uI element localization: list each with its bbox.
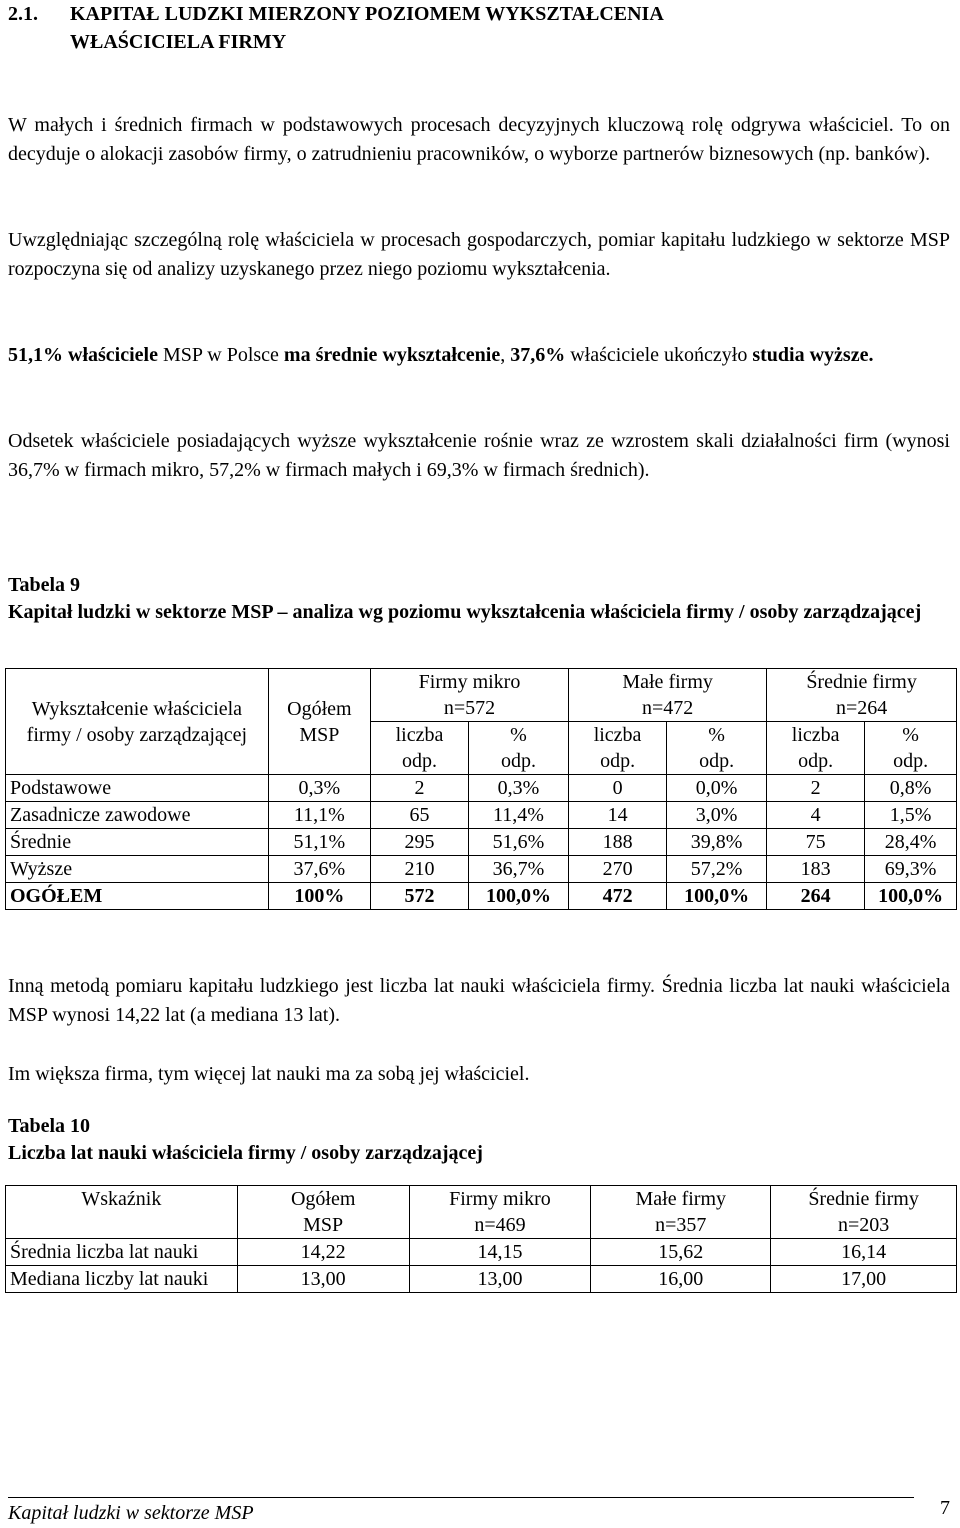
education-table [5, 668, 957, 910]
cell: 2 [370, 775, 468, 802]
table1-caption [8, 572, 950, 626]
table-row [6, 802, 957, 829]
section-heading [8, 0, 958, 56]
years-of-study-table [5, 1185, 957, 1293]
cell: 100,0% [667, 883, 767, 910]
cell: 28,4% [865, 829, 957, 856]
cell: 0,0% [667, 775, 767, 802]
subheader-count: liczba odp. [569, 722, 667, 775]
paragraph-3 [8, 341, 950, 370]
p3-text-b: MSP w Polsce [157, 344, 284, 366]
table2-caption [8, 1113, 950, 1167]
p3-text-f: właściciele ukończyło [565, 344, 753, 366]
p3-text-d: , [500, 344, 511, 366]
subheader-count: liczba odp. [370, 722, 468, 775]
table-row [6, 829, 957, 856]
cell: 51,1% [268, 829, 370, 856]
cell: 100,0% [865, 883, 957, 910]
table-row [6, 1239, 957, 1266]
table-total-row [6, 883, 957, 910]
cell: 0 [569, 775, 667, 802]
cell: 14 [569, 802, 667, 829]
cell: 11,4% [468, 802, 568, 829]
section-title-line1: KAPITAŁ LUDZKI MIERZONY POZIOMEM WYKSZTAŁCENIA [70, 3, 664, 25]
table-row [6, 1266, 957, 1293]
subheader-pct: % odp. [667, 722, 767, 775]
header-indicator: Wskaźnik [6, 1186, 238, 1239]
header-medium: Średnie firmy n=264 [767, 669, 957, 722]
cell: 37,6% [268, 856, 370, 883]
cell: 51,6% [468, 829, 568, 856]
header-total: Ogółem MSP [268, 669, 370, 775]
row-label: Podstawowe [6, 775, 269, 802]
section-number: 2.1. [8, 3, 38, 25]
cell: 14,15 [409, 1239, 591, 1266]
header-medium: Średnie firmy n=203 [771, 1186, 957, 1239]
cell: 270 [569, 856, 667, 883]
p3-bold-e: 37,6% [510, 344, 566, 366]
table-row [6, 775, 957, 802]
cell: 75 [767, 829, 865, 856]
cell: 39,8% [667, 829, 767, 856]
cell: 3,0% [667, 802, 767, 829]
table1-label: Tabela 9 [8, 574, 81, 596]
paragraph-4: Odsetek właściciele posiadających wyższe wykształcenie rośnie wraz ze wzrostem skali działalności firm (wynosi 36,7% w firmach mikro, 57,2% w firmach małych i 69,3% w firmach średnich). [8, 430, 950, 481]
cell: 0,3% [268, 775, 370, 802]
cell: 16,00 [591, 1266, 771, 1293]
cell: 15,62 [591, 1239, 771, 1266]
table-row [6, 856, 957, 883]
p3-bold-a: 51,1% właściciele [8, 344, 158, 366]
cell: 11,1% [268, 802, 370, 829]
cell: 4 [767, 802, 865, 829]
header-education: Wykształcenie właściciela firmy / osoby zarządzającej [6, 669, 269, 775]
cell: 295 [370, 829, 468, 856]
section-title-line2: WŁAŚCICIELA FIRMY [70, 31, 287, 53]
cell: 36,7% [468, 856, 568, 883]
cell: 472 [569, 883, 667, 910]
cell: 57,2% [667, 856, 767, 883]
row-label: Mediana liczby lat nauki [6, 1266, 238, 1293]
subheader-pct: % odp. [865, 722, 957, 775]
footer-title: Kapitał ludzki w sektorze MSP [8, 1502, 254, 1524]
cell: 188 [569, 829, 667, 856]
header-small: Małe firmy n=357 [591, 1186, 771, 1239]
subheader-count: liczba odp. [767, 722, 865, 775]
row-label: Zasadnicze zawodowe [6, 802, 269, 829]
p3-bold-g: studia wyższe. [752, 344, 874, 366]
header-micro: Firmy mikro n=469 [409, 1186, 591, 1239]
cell: 13,00 [409, 1266, 591, 1293]
paragraph-6: Im większa firma, tym więcej lat nauki ma za sobą jej właściciel. [8, 1063, 530, 1085]
cell: 572 [370, 883, 468, 910]
paragraph-2: Uwzględniając szczególną rolę właściciela w procesach gospodarczych, pomiar kapitału ludzkiego w sektorze MSP rozpoczyna się od analizy uzyskanego przez niego poziomu wykształcenia. [8, 229, 950, 280]
p3-bold-c: ma średnie wykształcenie [283, 344, 501, 366]
row-label: Średnie [6, 829, 269, 856]
paragraph-1: W małych i średnich firmach w podstawowych procesach decyzyjnych kluczową rolę odgrywa właściciel. To on decyduje o alokacji zasobów firmy, o zatrudnieniu pracowników, o wyborze partnerów biznesowych (np. banków). [8, 114, 950, 165]
subheader-pct: % odp. [468, 722, 568, 775]
cell: 69,3% [865, 856, 957, 883]
table1-title: Kapitał ludzki w sektorze MSP – analiza wg poziomu wykształcenia właściciela firmy / osoby zarządzającej [8, 601, 922, 623]
cell: 0,3% [468, 775, 568, 802]
header-small: Małe firmy n=472 [569, 669, 767, 722]
cell: 65 [370, 802, 468, 829]
cell: 0,8% [865, 775, 957, 802]
table2-label: Tabela 10 [8, 1115, 91, 1137]
cell: 14,22 [237, 1239, 409, 1266]
row-label: Średnia liczba lat nauki [6, 1239, 238, 1266]
cell: 264 [767, 883, 865, 910]
cell: 13,00 [237, 1266, 409, 1293]
cell: 16,14 [771, 1239, 957, 1266]
paragraph-5: Inną metodą pomiaru kapitału ludzkiego jest liczba lat nauki właściciela firmy. Średnia liczba lat nauki właściciela MSP wynosi 14,22 lat (a mediana 13 lat). [8, 975, 950, 1026]
table2-title: Liczba lat nauki właściciela firmy / osoby zarządzającej [8, 1142, 483, 1164]
row-label: Wyższe [6, 856, 269, 883]
cell: 17,00 [771, 1266, 957, 1293]
cell: 210 [370, 856, 468, 883]
cell: 100,0% [468, 883, 568, 910]
cell: 183 [767, 856, 865, 883]
header-micro: Firmy mikro n=572 [370, 669, 568, 722]
page-number: 7 [940, 1497, 950, 1519]
row-label: OGÓŁEM [6, 883, 269, 910]
header-total: Ogółem MSP [237, 1186, 409, 1239]
cell: 100% [268, 883, 370, 910]
footer-divider [8, 1497, 914, 1498]
cell: 1,5% [865, 802, 957, 829]
cell: 2 [767, 775, 865, 802]
